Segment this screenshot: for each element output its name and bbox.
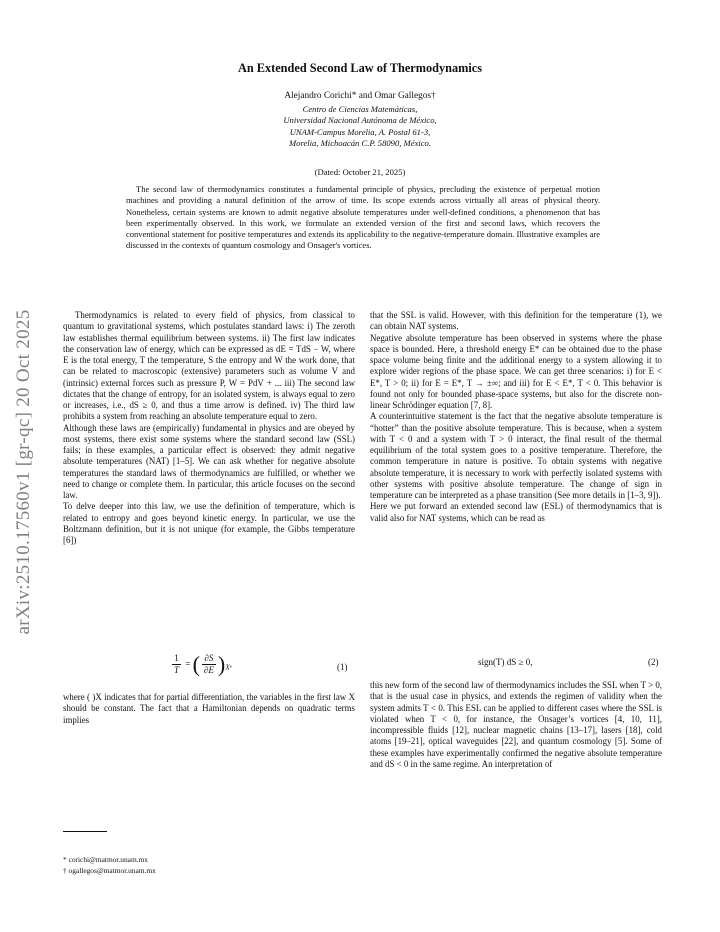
affiliation-line: Morelia, Michoacán C.P. 58090, México. — [288, 137, 431, 148]
left-column-bottom — [63, 692, 355, 726]
paragraph: that the SSL is valid. However, with this definition for the temperature (1), we can obtain NAT systems. — [370, 310, 662, 332]
right-column-top — [370, 310, 662, 524]
paragraph: Negative absolute temperature has been observed in systems where the phase space is bounded. Here, a threshold energy E* can be obtained due to the phase space volume being finite and the additional energy to a system allowing it to explore wider regions of the phase space. We can get three scenarios: i) for E < E*, T > 0; ii) for E = E*, T → ±∞; and iii) for E < E*, T < 0. This behavior is found not only for bounded phase-space systems, but also for the discrete non-linear Schrödinger equation [7, 8]. — [370, 332, 662, 410]
equation-2: sign(T) dS ≥ 0, — [478, 657, 533, 667]
left-column-top — [63, 310, 355, 546]
equation-number: (1) — [337, 662, 348, 672]
affiliation-line: Centro de Ciencias Matemáticas, — [302, 104, 418, 114]
paragraph: Here we put forward an extended second law (ESL) of thermodynamics that is valid also for NAT systems, which can be read as — [370, 501, 662, 523]
abstract: The second law of thermodynamics constitutes a fundamental principle of physics, precluding the existence of perpetual motion machines and providing a natural definition of the arrow of time. Its scope extends across virtually all areas of physical theory. Nonetheless, certain systems are known to admit negative absolute temperatures under well-defined conditions, a phenomenon that has been experimentally observed. In this work, we formulate an extended version of the first and second laws, which recovers the conventional statement for positive temperatures and extends its applicability to the negative-temperature domain. Illustrative examples are discussed in the contexts of quantum cosmology and Onsager's vortices. — [126, 184, 600, 251]
footnote: † ogallegos@matmor.unam.mx — [63, 866, 156, 875]
paragraph: Thermodynamics is related to every field of physics, from classical to quantum to gravitational systems, which postulates standard laws: i) The zeroth law establishes thermal equilibrium between systems. ii) The first law indicates the conservation law of energy, which can be expressed as dE = TdS − W, where E is the total energy, T the temperature, S the entropy and W the work done, that can be related to macroscopic (extensive) parameters such as volume V and (intrinsic) external forces such as pressure P, W = PdV + ... iii) The second law dictates that the change of entropy, for an isolated system, is always equal to zero or increases, i.e., dS ≥ 0, and thus a time arrow is defined. iv) The third law prohibits a system from reaching an absolute temperature equal to zero. — [63, 310, 355, 422]
author-list: Alejandro Corichi* and Omar Gallegos† — [284, 91, 436, 101]
footnote-rule — [63, 831, 107, 832]
paragraph: Although these laws are (empirically) fundamental in physics and are obeyed by most systems, there exist some systems where the standard second law (SSL) fails; in these examples, a particular effect is observed: they admit negative absolute temperatures (NAT) [1–5]. We can ask whether for negative absolute temperatures the standard laws of thermodynamics are fulfilled, or whether we need to change or complete them. In particular, this article focuses on the second law. — [63, 422, 355, 500]
right-column-bottom — [370, 680, 662, 770]
paragraph: where ( )X indicates that for partial differentiation, the variables in the first law X should be constant. The fact that a Hamiltonian depends on quadratic terms implies — [63, 692, 355, 725]
paper-title: An Extended Second Law of Thermodynamics — [237, 61, 483, 75]
equation-1: $\frac{1}{T}$ = ( $\frac{\partial S}{\partial E}$ )$_X$, — [174, 651, 233, 677]
footnote: * corichi@matmor.unam.mx — [63, 855, 149, 864]
date-line: (Dated: October 21, 2025) — [314, 167, 406, 177]
paragraph: this new form of the second law of thermodynamics includes the SSL when T > 0, that is the usual case in physics, and extends the regimen of validity when the system admits T < 0. This ESL can be applied to different cases where the SSL is violated when T < 0, for instance, the Onsager’s vortices [4, 10, 11], incompressible fluids [12], nuclear magnetic chains [13–17], lasers [18], cold atoms [19–21], optical waveguides [22], and quantum cosmology [5]. Some of these examples have experimentally confirmed the negative absolute temperature and dS < 0 in the same regime. An interpretation of — [370, 680, 662, 769]
affiliation-line: Universidad Nacional Autónoma de México, — [283, 115, 437, 126]
affiliation — [0, 104, 720, 149]
paragraph: A counterintuitive statement is the fact that the negative absolute temperature is “hotter” than the positive absolute temperature. This is because, when a system with T < 0 and a system with T > 0 interact, the final result of the thermal equilibrium of the total system goes to a positive temperature. Therefore, the common temperature in nature is positive. To obtain systems with negative absolute temperature, it is necessary to work with perfectly isolated systems with other systems with positive absolute temperature. The change of sign in temperature can be interpreted as a phase transition (See more details in [1–3, 9]). — [370, 411, 662, 500]
affiliation-line: UNAM-Campus Morelia, A. Postal 61-3, — [289, 126, 431, 137]
paragraph: To delve deeper into this law, we use the definition of temperature, which is related to entropy and goes beyond kinetic energy. In particular, we use the Boltzmann definition, but it is not unique (for example, the Gibbs temperature [6]) — [63, 501, 355, 545]
arxiv-identifier: arXiv:2510.17560v1 [gr-qc] 20 Oct 2025 — [13, 309, 34, 635]
equation-number: (2) — [648, 657, 659, 667]
